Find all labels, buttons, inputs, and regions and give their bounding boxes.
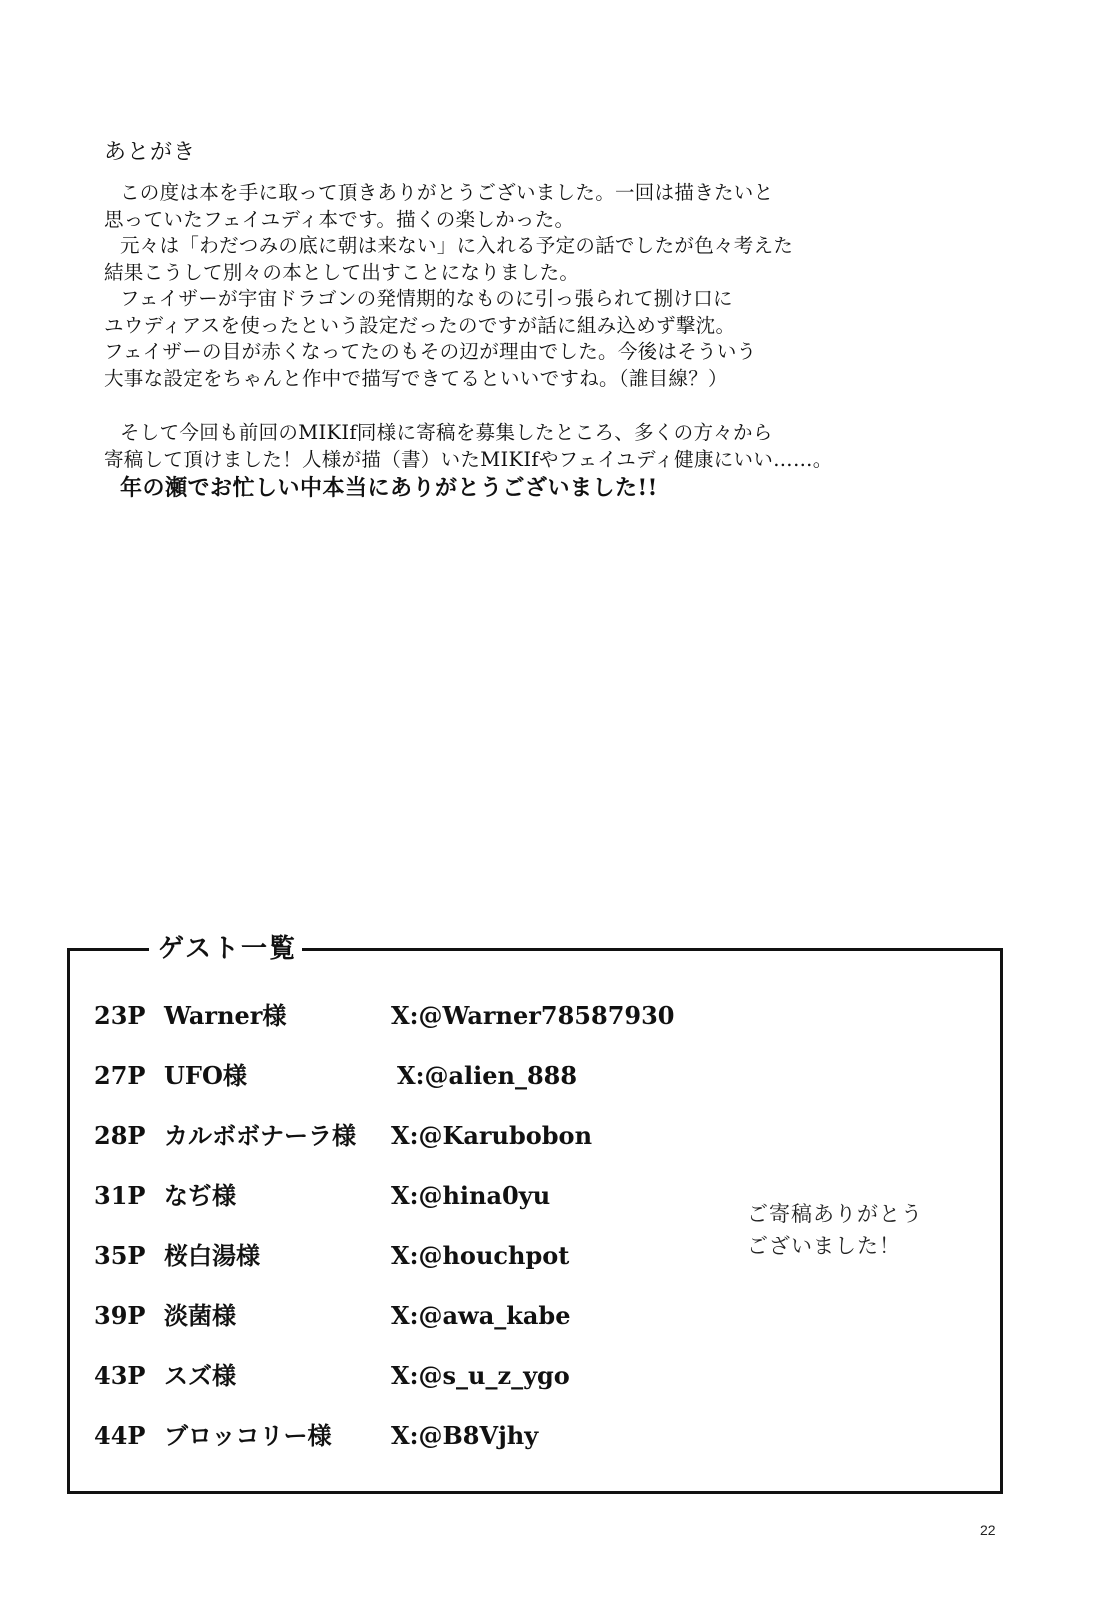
guest-handle: X:@s_u_z_ygo <box>391 1361 570 1390</box>
afterword-line: 思っていたフェイユディ本です。描くの楽しかった。 <box>104 207 575 231</box>
afterword-line: 大事な設定をちゃんと作中で描写できてるといいですね。（誰目線？） <box>104 366 728 390</box>
thanks-note <box>747 1198 923 1262</box>
thanks-line: ございました！ <box>747 1234 901 1258</box>
guest-page: 28P <box>94 1121 146 1150</box>
guest-page: 44P <box>94 1421 146 1450</box>
guest-handle: X:@awa_kabe <box>391 1301 571 1330</box>
afterword-line: 元々は「わだつみの底に朝は来ない」に入れる予定の話でしたが色々考えた <box>120 234 794 257</box>
guest-page: 35P <box>94 1241 146 1270</box>
afterword-section <box>104 138 864 503</box>
box-border-top-left <box>67 948 149 951</box>
thanks-line: ご寄稿ありがとう <box>747 1202 923 1226</box>
guest-page: 43P <box>94 1361 146 1390</box>
afterword-line: ユウディアスを使ったという設定だったのですが話に組み込めず撃沈。 <box>104 313 736 337</box>
guest-handle: X:@houchpot <box>391 1241 570 1270</box>
guest-name: なぢ様 <box>164 1181 236 1210</box>
guest-name: UFO様 <box>164 1061 247 1090</box>
guest-handle: X:@Warner78587930 <box>391 1001 675 1030</box>
guest-name: 淡菌様 <box>164 1301 236 1330</box>
afterword-line: そして今回も前回のMIKIf同様に寄稿を募集したところ、多くの方々から <box>120 421 773 444</box>
afterword-line: この度は本を手に取って頂きありがとうございました。一回は描きたいと <box>120 181 774 204</box>
guest-handle: X:@alien_888 <box>397 1061 578 1090</box>
guest-name: Warner様 <box>164 1001 287 1030</box>
guest-handle: X:@hina0yu <box>391 1181 551 1210</box>
guest-name: 桜白湯様 <box>164 1241 260 1270</box>
afterword-line: フェイザーが宇宙ドラゴンの発情期的なものに引っ張られて捌け口に <box>120 287 733 310</box>
box-border-top-right <box>302 948 1003 951</box>
guest-name: カルボボナーラ様 <box>164 1121 356 1150</box>
guest-handle: X:@Karubobon <box>391 1121 593 1150</box>
page-number: 22 <box>980 1522 996 1538</box>
guest-name: ブロッコリー様 <box>164 1421 332 1450</box>
guest-list-title: ゲスト一覧 <box>154 928 301 965</box>
afterword-line: フェイザーの目が赤くなってたのもその辺が理由でした。今後はそういう <box>104 340 757 363</box>
guest-page: 27P <box>94 1061 146 1090</box>
guest-page: 31P <box>94 1181 146 1210</box>
afterword-line: 結果こうして別々の本として出すことになりました。 <box>104 260 580 284</box>
afterword-line: 寄稿して頂けました！人様が描（書）いたMIKIfやフェイユディ健康にいい……。 <box>104 447 833 471</box>
guest-page: 23P <box>94 1001 146 1030</box>
afterword-closing: 年の瀬でお忙しい中本当にありがとうございました!! <box>120 475 658 501</box>
guest-name: スズ様 <box>164 1361 236 1390</box>
guest-page: 39P <box>94 1301 146 1330</box>
guest-handle: X:@B8Vjhy <box>391 1421 539 1450</box>
afterword-title: あとがき <box>104 140 197 165</box>
